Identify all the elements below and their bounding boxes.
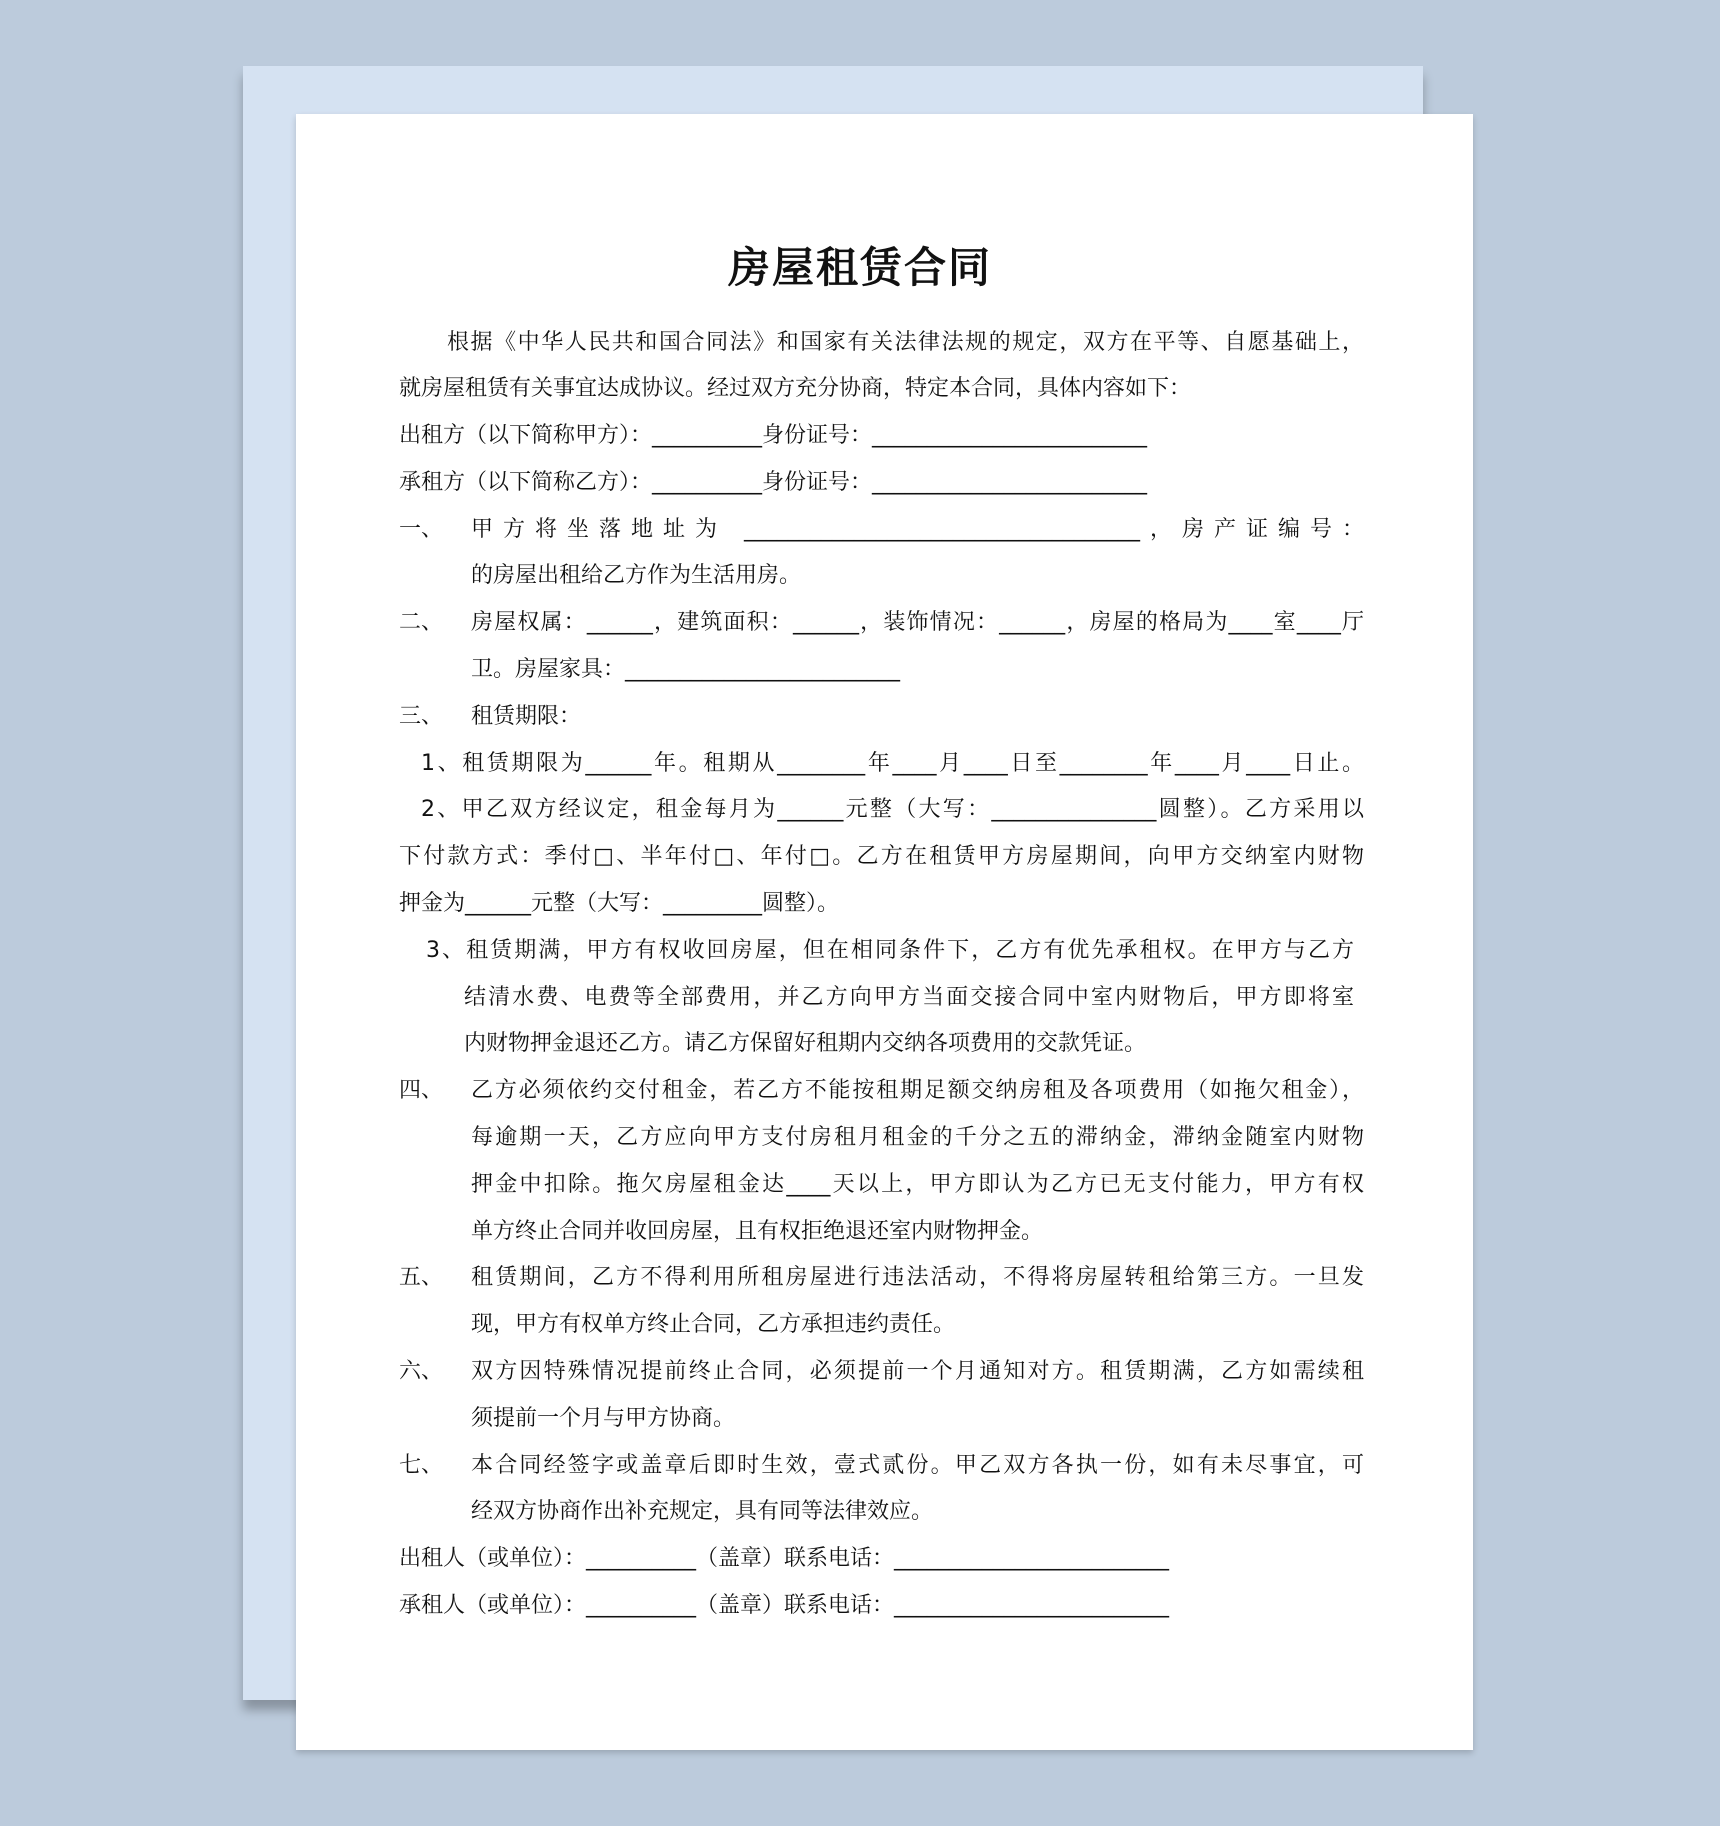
clause-4-line-4: 单方终止合同并收回房屋，且有权拒绝退还室内财物押金。 — [471, 1219, 1044, 1244]
section-number-6: 六、 — [399, 1359, 444, 1384]
clause-1-line-1: 甲方将坐落地址为 ____________________________________，房产证编号： — [471, 517, 1364, 542]
clause-3-item-3-line-1: 3、租赁期满，甲方有权收回房屋，但在相同条件下，乙方有优先承租权。在甲方与乙方 — [426, 938, 1354, 963]
clause-3-item-2-line-2: 下付款方式：季付□、半年付□、年付□。乙方在租赁甲方房屋期间，向甲方交纳室内财物 — [399, 844, 1364, 869]
clause-6-line-2: 须提前一个月与甲方协商。 — [471, 1406, 736, 1431]
section-number-2: 二、 — [399, 610, 444, 635]
clause-3-heading: 租赁期限： — [471, 704, 582, 729]
section-number-4: 四、 — [399, 1078, 444, 1103]
clause-7-line-2: 经双方协商作出补充规定，具有同等法律效应。 — [471, 1499, 934, 1524]
section-number-3: 三、 — [399, 704, 444, 729]
lessee-signature-line: 承租人（或单位）：__________（盖章）联系电话：_________________________ — [399, 1593, 1170, 1618]
clause-4-line-3: 押金中扣除。拖欠房屋租金达____天以上，甲方即认为乙方已无支付能力，甲方有权 — [471, 1172, 1364, 1197]
preamble-line-1: 根据《中华人民共和国合同法》和国家有关法律法规的规定，双方在平等、自愿基础上， — [447, 330, 1364, 355]
clause-3-item-3-line-2: 结清水费、电费等全部费用，并乙方向甲方当面交接合同中室内财物后，甲方即将室 — [464, 985, 1354, 1010]
preamble-line-2: 就房屋租赁有关事宜达成协议。经过双方充分协商，特定本合同，具体内容如下： — [399, 376, 1192, 401]
clause-5-line-2: 现，甲方有权单方终止合同，乙方承担违约责任。 — [471, 1312, 956, 1337]
clause-3-item-1: 1、租赁期限为______年。租期从________年____月____日至________年____月____日止。 — [421, 751, 1364, 776]
section-number-1: 一、 — [399, 517, 444, 542]
clause-3-item-2-line-1: 2、甲乙双方经议定，租金每月为______元整（大写：_______________圆整）。乙方采用以 — [421, 797, 1364, 822]
lessor-line: 出租方（以下简称甲方）：__________身份证号：_________________________ — [399, 423, 1148, 448]
lessor-signature-line: 出租人（或单位）：__________（盖章）联系电话：_________________________ — [399, 1546, 1170, 1571]
clause-3-item-3-line-3: 内财物押金退还乙方。请乙方保留好租期内交纳各项费用的交款凭证。 — [464, 1031, 1147, 1056]
clause-6-line-1: 双方因特殊情况提前终止合同，必须提前一个月通知对方。租赁期满，乙方如需续租 — [471, 1359, 1364, 1384]
clause-4-line-1: 乙方必须依约交付租金，若乙方不能按租期足额交纳房租及各项费用（如拖欠租金）， — [471, 1078, 1364, 1103]
section-number-5: 五、 — [399, 1265, 444, 1290]
clause-7-line-1: 本合同经签字或盖章后即时生效，壹式贰份。甲乙双方各执一份，如有未尽事宜，可 — [471, 1453, 1364, 1478]
clause-3-item-2-line-3: 押金为______元整（大写：_________圆整）。 — [399, 891, 840, 916]
clause-4-line-2: 每逾期一天，乙方应向甲方支付房租月租金的千分之五的滞纳金，滞纳金随室内财物 — [471, 1125, 1364, 1150]
clause-1-line-2: 的房屋出租给乙方作为生活用房。 — [471, 563, 802, 588]
clause-5-line-1: 租赁期间，乙方不得利用所租房屋进行违法活动，不得将房屋转租给第三方。一旦发 — [471, 1265, 1364, 1290]
clause-2-line-2: 卫。房屋家具：_________________________ — [471, 657, 901, 682]
lessee-line: 承租方（以下简称乙方）：__________身份证号：_________________________ — [399, 470, 1148, 495]
clause-2-line-1: 房屋权属：______，建筑面积：______，装饰情况：______，房屋的格局为____室____厅 — [471, 610, 1364, 635]
section-number-7: 七、 — [399, 1453, 444, 1478]
document-title: 房屋租赁合同 — [727, 243, 992, 292]
